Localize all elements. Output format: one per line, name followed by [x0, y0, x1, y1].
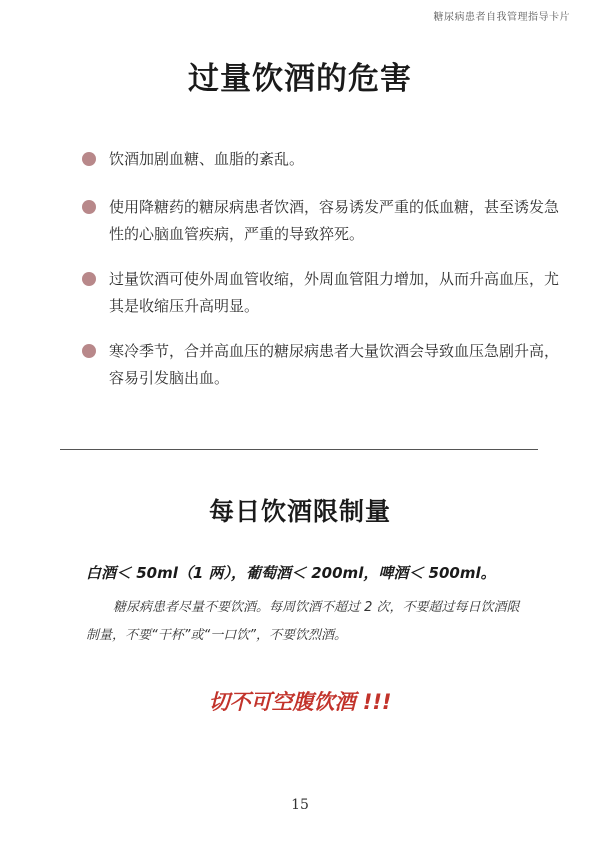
- list-item-text: 饮酒加剧血糖、血脂的紊乱。: [109, 150, 305, 168]
- page-title: 过量饮酒的危害: [188, 61, 412, 97]
- section-divider: [60, 449, 538, 450]
- list-item: [82, 338, 562, 392]
- bullet-dot-icon: [82, 344, 96, 358]
- list-item-text: 过量饮酒可使外周血管收缩，外周血管阻力增加，从而升高血压，尤其是收缩压升高明显。: [109, 270, 560, 315]
- header-caption: 糖尿病患者自我管理指导卡片: [433, 12, 570, 23]
- list-item-text: 使用降糖药的糖尿病患者饮酒，容易诱发严重的低血糖，甚至诱发急性的心脑血管疾病，严重的导致猝死。: [109, 198, 560, 243]
- list-item-text: 寒冷季节，合并高血压的糖尿病患者大量饮酒会导致血压急剧升高，容易引发脑出血。: [109, 342, 560, 387]
- page-number: 15: [291, 797, 309, 813]
- list-item: [82, 266, 562, 320]
- daily-limit-text: 白酒＜ 50ml（1 两），葡萄酒＜ 200ml，啤酒＜ 500ml。: [86, 564, 496, 582]
- warning-text: 切不可空腹饮酒 !!!: [208, 690, 392, 714]
- advice-paragraph: 糖尿病患者尽量不要饮酒。每周饮酒不超过 2 次，不要超过每日饮酒限制量，不要“干杯”或“一口饮”，不要饮烈酒。: [86, 600, 520, 643]
- bullet-dot-icon: [82, 152, 96, 166]
- section-title: 每日饮酒限制量: [208, 497, 391, 526]
- bullet-dot-icon: [82, 272, 96, 286]
- list-item: [82, 146, 304, 173]
- bullet-dot-icon: [82, 200, 96, 214]
- list-item: [82, 194, 562, 248]
